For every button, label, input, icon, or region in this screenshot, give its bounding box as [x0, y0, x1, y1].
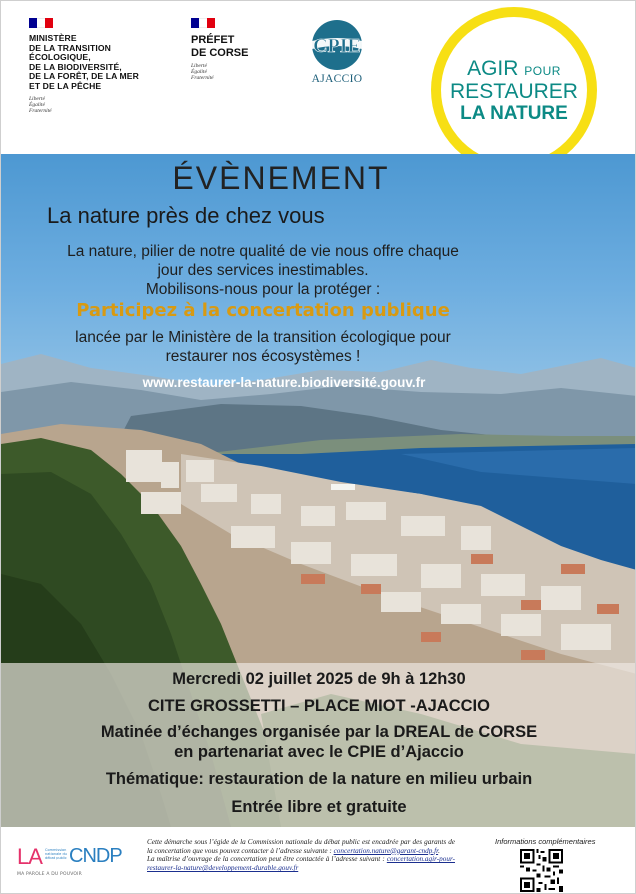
event-organizer: Matinée d’échanges organisée par la DREAL de CORSE — [100, 723, 538, 741]
cpie-emblem-icon — [304, 19, 370, 71]
footer — [1, 827, 636, 894]
event-title: ÉVÈNEMENT — [172, 160, 390, 196]
prefet-motto: Liberté Égalité Fraternité — [191, 63, 214, 81]
call-to-action-detail: lancée par le Ministère de la transition écologique pour restaurer nos écosystèmes ! — [75, 329, 451, 365]
campaign-word-pour: POUR — [524, 64, 561, 78]
more-info-label: Informations complémentaires — [495, 837, 596, 846]
event-theme: Thématique: restauration de la nature en milieu urbain — [105, 770, 533, 788]
legal-text-1: Cette démarche sous l’égide de la Commission nationale du débat public est encadrée par des garants de la concertation que vous pouvez contacter à l’adresse suivante : — [147, 838, 455, 855]
cndp-logo-name: CNDP — [69, 845, 122, 867]
campaign-line-1 — [441, 58, 587, 82]
prefet-name: PRÉFET DE CORSE — [191, 34, 249, 59]
marianne-flag-icon — [191, 18, 215, 28]
maitrise-ouvrage-email-link[interactable]: concertation.agir-pour-restaurer-la-nature@developpement-durable.gouv.fr — [147, 855, 455, 873]
event-intro: La nature, pilier de notre qualité de vie nous offre chaque jour des services inestimables. Mobilisons-nous pour la protéger : — [67, 243, 459, 298]
cpie-logo-text: CPIE — [313, 35, 361, 57]
campaign-logo — [441, 17, 587, 163]
concertation-url-link[interactable]: www.restaurer-la-nature.biodiversité.gouv.fr — [142, 375, 426, 390]
call-to-action: Participez à la concertation publique — [76, 300, 450, 321]
cndp-tagline: MA PAROLE A DU POUVOIR — [17, 872, 82, 877]
cndp-logo — [17, 844, 137, 884]
legal-text-2: La maîtrise d’ouvrage de la concertation peut être contactée à l’adresse suivant : — [147, 855, 387, 864]
qr-code-icon[interactable] — [520, 849, 563, 892]
campaign-line-3: LA NATURE — [460, 103, 568, 124]
prefet-logo — [191, 18, 281, 81]
event-date: Mercredi 02 juillet 2025 de 9h à 12h30 — [172, 670, 466, 688]
event-place: CITE GROSSETTI – PLACE MIOT -AJACCIO — [148, 697, 490, 715]
campaign-line-2: RESTAURER — [450, 80, 578, 103]
cpie-logo — [304, 19, 370, 91]
garant-email-link[interactable]: concertation.nature@garant-cndp.fr — [333, 846, 439, 855]
header-logos — [1, 1, 636, 154]
cndp-logo-small: Commission nationale du débat public — [45, 848, 67, 860]
campaign-word-agir: AGIR — [467, 57, 519, 80]
event-entry: Entrée libre et gratuite — [231, 798, 407, 816]
cndp-logo-la: LA — [17, 844, 42, 869]
event-details-band — [1, 663, 636, 827]
ministry-motto: Liberté Égalité Fraternité — [29, 95, 52, 114]
marianne-flag-icon — [29, 18, 53, 28]
ministry-name: MINISTÈRE DE LA TRANSITION ÉCOLOGIQUE, DE LA BIODIVERSITÉ, DE LA FORÊT, DE LA MER ET DE LA PÊCHE — [29, 33, 139, 91]
legal-notice: Cette démarche sous l’égide de la Commission nationale du débat public est encadrée par des garants de la concertation que vous pouvez contacter à l’adresse suivante : concertation.nature@garant-cndp.fr. La maîtrise d’ouvrage de la concertation peut être contactée à l’adresse suivant : concertation.agir-pour-restaurer-la-nature@developpement-durable.gouv.fr — [147, 838, 455, 873]
cpie-city: AJACCIO — [311, 73, 363, 85]
event-subtitle: La nature près de chez vous — [47, 203, 325, 228]
ministry-logo — [29, 18, 164, 114]
event-partner: en partenariat avec le CPIE d’Ajaccio — [174, 743, 464, 761]
hero-photo-ajaccio-bay — [1, 154, 636, 827]
